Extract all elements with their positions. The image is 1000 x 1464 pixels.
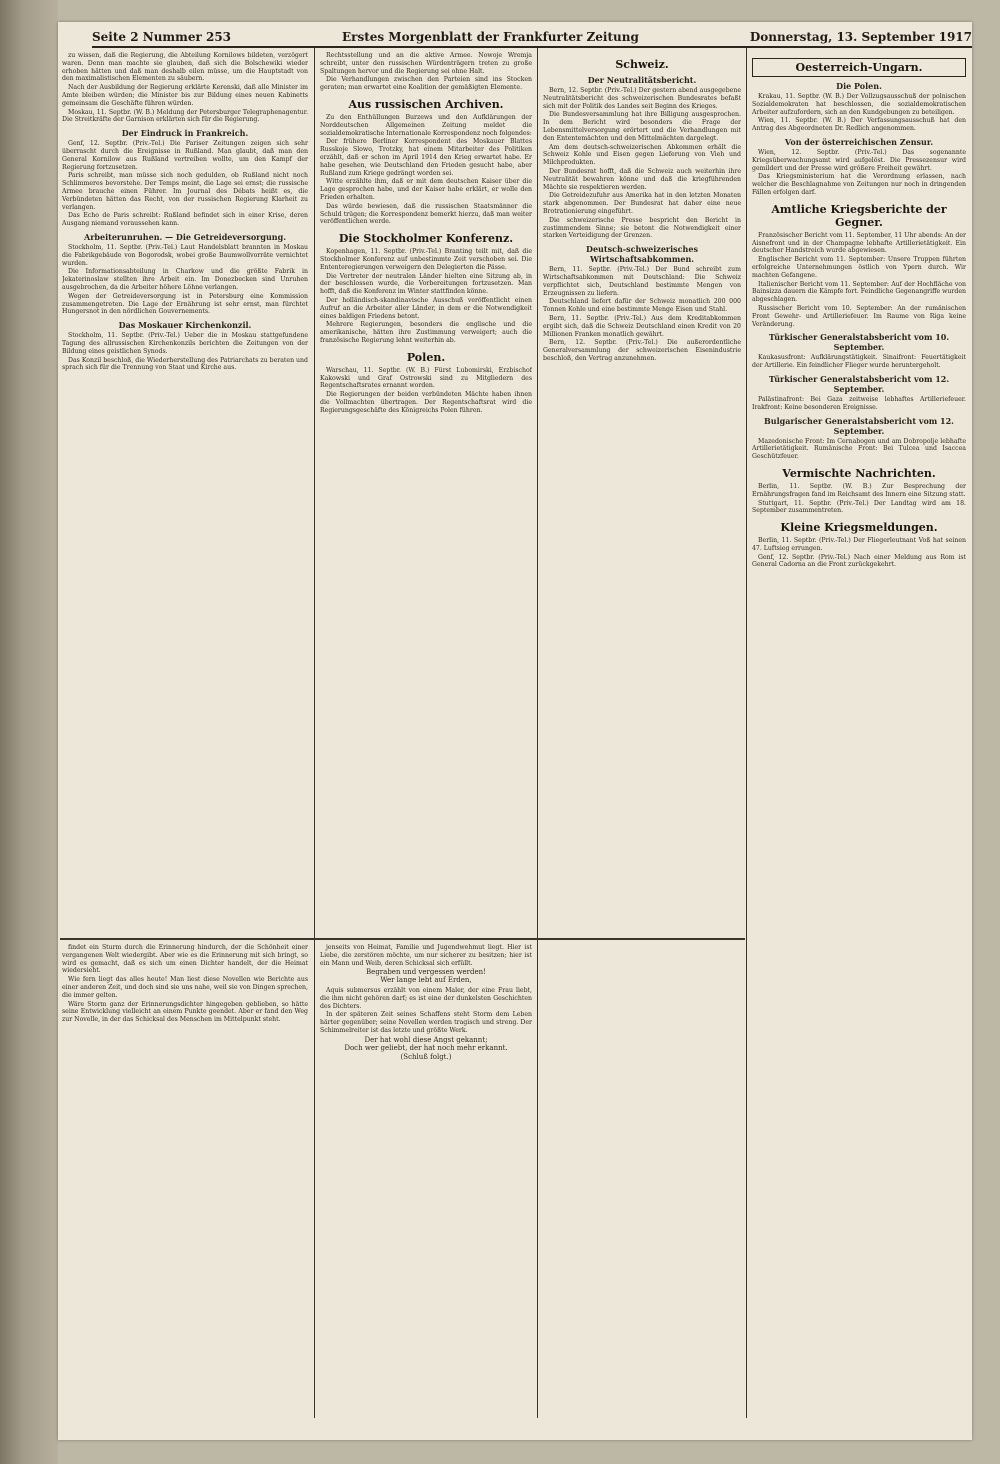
article-paragraph: Palästinafront: Bei Gaza zeitweise lebhaftes Artilleriefeuer. Irakfront: Keine besonderen Ereignisse. [752, 395, 966, 411]
article-paragraph: Stockholm, 11. Septbr. (Priv.-Tel.) Ueber die in Moskau stattgefundene Tagung des allrussischen Kirchenkonzils berichten die Zeitungen von der Bildung eines geistlichen Synods. [62, 332, 308, 355]
article-paragraph: Rechtsstellung und an die aktive Armee. Nowoje Wremja schreibt, unter den russischen Würdenträgern treten zu große Spaltungen hervor und die Regierung sei ohne Halt. [320, 52, 532, 75]
page-number: Seite 2 Nummer 253 [92, 30, 232, 44]
column-rule-3 [746, 48, 747, 1418]
column-3 [543, 52, 741, 1412]
article-paragraph: Moskau, 11. Septbr. (W. B.) Meldung der Petersburger Telegraphenagentur. Die Streitkräfte der Garnison erklärten sich für die Regierung. [62, 108, 308, 124]
section-heading: Polen. [406, 350, 446, 364]
article-paragraph: Die Regierungen der beiden verbündeten Mächte haben ihnen die Vollmachten übertragen. Der Regentschaftsrat wird die Regierungsgeschäfte des Königreichs Polen führen. [320, 391, 532, 414]
article-paragraph: Bern, 11. Septbr. (Priv.-Tel.) Der Bund schreibt zum Wirtschaftsabkommen mit Deutschland: Die Schweiz verpflichtet sich, Deutschland bestimmte Mengen von Erzeugnissen zu liefern. [543, 266, 741, 297]
section-subheading: Türkischer Generalstabsbericht vom 12. September. [768, 373, 950, 394]
article-paragraph: Bern, 12. Septbr. (Priv.-Tel.) Der gestern abend ausgegebene Neutralitätsbericht des schweizerischen Bundesrates befaßt sich mit der Politik des Landes seit Beginn des Krieges. [543, 87, 741, 110]
article-paragraph: Der holländisch-skandinavische Ausschuß veröffentlicht einen Aufruf an die Arbeiter aller Länder, in dem er die Notwendigkeit eines baldigen Friedens betont. [320, 296, 532, 320]
feuilleton-paragraph: jenseits von Heimat, Familie und Jugendwehmut liegt. Hier ist Liebe, die zerstören möchte, um nur sicherer zu besitzen; hier ist ein Mann und Weib, deren Schicksal sich erfüllt. [320, 944, 532, 967]
article-paragraph: Deutschland liefert dafür der Schweiz monatlich 200 000 Tonnen Kohle und eine bestimmte Menge Eisen und Stahl. [543, 298, 741, 314]
article-paragraph: Stockholm, 11. Septbr. (Priv.-Tel.) Laut Handelsblatt brannten in Moskau die Fabrikgebäude von Bogorodsk, wobei große Baumwollvorräte vernichtet wurden. [62, 243, 308, 267]
section-subheading: Von der österreichischen Zensur. [784, 136, 934, 147]
section-subheading: Die Polen. [836, 81, 882, 91]
section-heading: Vermischte Nachrichten. [782, 466, 936, 480]
poem-line: Der hat wohl diese Angst gekannt; [364, 1035, 488, 1044]
feuilleton-column-1 [62, 944, 308, 1414]
column-rule-2 [537, 48, 538, 1418]
section-heading: Die Stockholmer Konferenz. [338, 232, 514, 246]
article-paragraph: Italienischer Bericht vom 11. September: Auf der Hochfläche von Bainsizza dauern die Kämpfe fort. Feindliche Gegenangriffe wurden abgeschlagen. [752, 280, 966, 304]
section-subheading: Bulgarischer Generalstabsbericht vom 12. September. [764, 415, 954, 436]
article-paragraph: Französischer Bericht vom 11. September, 11 Uhr abends: An der Aisnefront und in der Champagne lebhafte Artillerietätigkeit. Ein deutscher Handstreich wurde abgewiesen. [752, 231, 966, 255]
article-paragraph: Mehrere Regierungen, besonders die englische und die amerikanische, hätten ihre Zustimmung verweigert; auch die französische Regierung lehnt weiterhin ab. [320, 321, 532, 344]
newspaper-title: Erstes Morgenblatt der Frankfurter Zeitung [341, 30, 639, 44]
article-paragraph: Stuttgart, 11. Septbr. (Priv.-Tel.) Der Landtag wird am 18. September zusammentreten. [752, 499, 966, 515]
feuilleton-column-2 [320, 944, 532, 1414]
article-paragraph: Berlin, 11. Septbr. (W. B.) Zur Besprechung der Ernährungsfragen fand im Reichsamt des Innern eine Sitzung statt. [752, 482, 966, 498]
section-heading: Kleine Kriegsmeldungen. [780, 521, 938, 535]
article-paragraph: Die Informationsabteilung in Charkow und die größte Fabrik in Jekaterinoslaw stellten ihre Arbeit ein. Im Donezbecken sind Unruhen ausgebrochen, da die Arbeiter höhere Löhne verlangen. [62, 268, 308, 291]
article-paragraph: Bern, 12. Septbr. (Priv.-Tel.) Die außerordentliche Generalversammlung der schweizerischen Eisenindustrie beschloß, den Vertrag anzunehmen. [543, 339, 741, 362]
article-paragraph: Bern, 11. Septbr. (Priv.-Tel.) Aus dem Kreditabkommen ergibt sich, daß die Schweiz Deutschland einen Kredit von 20 Millionen Franken monatlich gewährt. [543, 314, 741, 338]
section-subheading: Der Neutralitätsbericht. [587, 75, 697, 85]
column-2 [320, 52, 532, 936]
article-paragraph: Das Konzil beschloß, die Wiederherstellung des Patriarchats zu beraten und sprach sich für die Trennung von Staat und Kirche aus. [62, 356, 308, 372]
poem-line: Doch wer geliebt, der hat noch mehr erkannt. [344, 1043, 508, 1052]
section-heading: Der Eindruck in Frankreich. [121, 128, 249, 139]
article-paragraph: Die Vertreter der neutralen Länder hielten eine Sitzung ab, in der beschlossen wurde, die Vorbereitungen fortzusetzen. Man hofft, daß die Konferenz im Winter stattfinden könne. [320, 272, 532, 296]
poem [320, 1037, 532, 1053]
section-subheading: Deutsch-schweizerisches Wirtschaftsabkommen. [586, 244, 698, 265]
article-paragraph: Genf, 12. Septbr. (Priv.-Tel.) Die Pariser Zeitungen zeigen sich sehr überrascht durch die Ereignisse in Rußland. Man glaubt, daß man den General Kornilow aus Rußland vertreiben wollte, um den Kampf der Regierung fortzusetzen. [62, 140, 308, 171]
article-paragraph: Witte erzählte ihm, daß er mit dem deutschen Kaiser über die Lage gesprochen habe, und der Kaiser habe erklärt, er wolle den Frieden erhalten. [320, 178, 532, 201]
poem-line: Begraben und vergessen werden! [366, 968, 486, 977]
article-paragraph: Das würde bewiesen, daß die russischen Staatsmänner die Schuld trügen; die Korrespondenz bemerkt hierzu, daß man weiter veröffentlichen werde. [320, 202, 532, 226]
page-binding-edge [0, 0, 58, 1464]
article-paragraph: Der frühere Berliner Korrespondent des Moskauer Blattes Russkoje Slowo, Trotzky, hat einem Mitarbeiter des Politiken erzählt, daß er schon im April 1914 den Krieg erwartet habe. Er habe gesehen, wie Deutschland den Frieden gesucht habe, aber Rußland zum Kriege gedrängt worden sei. [320, 138, 532, 177]
section-heading: Aus russischen Archiven. [348, 97, 504, 111]
column-rule-1 [314, 48, 315, 1418]
feuilleton-paragraph: Aquis submersus erzählt von einem Maler, der eine Frau liebt, die ihm nicht gehören darf; es ist eine der dunkelsten Geschichten des Dichters. [320, 986, 532, 1010]
article-paragraph: Wegen der Getreideversorgung ist in Petersburg eine Kommission zusammengetreten. Die Lage der Ernährung ist sehr ernst, man fürchtet Hungersnot in den nördlichen Gouvernements. [62, 292, 308, 316]
section-heading: Arbeiterunruhen. — Die Getreideversorgung. [84, 231, 286, 242]
article-paragraph: zu wissen, daß die Regierung, die Abteilung Kornilows bildeten, verzögert waren. Denn man machte sie glauben, daß sich die Bolschewiki wieder erhoben hätten und daß man deshalb eilen müsse, um die Hauptstadt von den maximalistischen Elementen zu säubern. [62, 52, 308, 83]
newspaper-page [58, 22, 972, 1440]
section-heading: Oesterreich-Ungarn. [752, 58, 966, 77]
article-paragraph: Der Bundesrat hofft, daß die Schweiz auch weiterhin ihre Neutralität bewahren könne und daß die kriegführenden Mächte sie respektieren werden. [543, 167, 741, 191]
section-heading: Amtliche Kriegsberichte der Gegner. [771, 202, 947, 229]
article-paragraph: Warschau, 11. Septbr. (W. B.) Fürst Lubomirski, Erzbischof Kakowski und Graf Ostrowski sind zu Mitgliedern des Regentschaftsrates ernannt worden. [320, 366, 532, 390]
poem-line: Wer lange lebt auf Erden, [380, 976, 472, 985]
article-paragraph: Die Bundesversammlung hat ihre Billigung ausgesprochen. In dem Bericht wird besonders die Frage der Lebensmittelversorgung erörtert und die Verhandlungen mit den Ententemächten und den Mittelmächten dargelegt. [543, 111, 741, 142]
feuilleton-paragraph: Wäre Storm ganz der Erinnerungsdichter hingegeben geblieben, so hätte seine Entwicklung vielleicht an einem Punkte geendet. Aber er fand den Weg zur Novelle, in der das Schicksal des Menschen im Mittelpunkt steht. [62, 1000, 308, 1024]
article-paragraph: Nach der Ausbildung der Regierung erklärte Kerenski, daß alle Minister im Amte bleiben würden; die Minister bis zur Bildung eines neuen Kabinetts gemeinsam die Geschäfte führen würden. [62, 84, 308, 107]
section-heading: Schweiz. [615, 58, 669, 71]
article-paragraph: Kopenhagen, 11. Septbr. (Priv.-Tel.) Branting teilt mit, daß die Stockholmer Konferenz auf unbestimmte Zeit verschoben sei. Die Ententeregierungen verweigern den Delegierten die Pässe. [320, 248, 532, 271]
article-paragraph: Am dem deutsch-schweizerischen Abkommen erhält die Schweiz Kohle und Eisen gegen Lieferung von Vieh und Milchprodukten. [543, 143, 741, 167]
feuilleton-paragraph: In der späteren Zeit seines Schaffens steht Storm dem Leben härter gegenüber; seine Novellen werden tragisch und streng. Der Schimmelreiter ist das letzte und größte Werk. [320, 1011, 532, 1034]
article-paragraph: Die schweizerische Presse bespricht den Bericht in zustimmendem Sinne; sie betont die Notwendigkeit einer starken Verteidigung der Grenzen. [543, 216, 741, 240]
article-paragraph: Mazedonische Front: Im Cernabogen und am Dobropolje lebhafte Artillerietätigkeit. Rumänische Front: Bei Tulcea und Isaccea Geschützfeuer. [752, 437, 966, 461]
feuilleton-paragraph: findet ein Sturm durch die Erinnerung hindurch, der die Schönheit einer vergangenen Welt wiedergibt. Aber wie es die Erinnerung mit sich bringt, so wird es gemacht, daß es sich um einen Dichter handelt, der die Heimat wiedersieht. [62, 944, 308, 975]
section-subheading: Türkischer Generalstabsbericht vom 10. September. [768, 332, 950, 353]
article-paragraph: Englischer Bericht vom 11. September: Unsere Truppen führten erfolgreiche Unternehmungen östlich von Ypern durch. Wir machten Gefangene. [752, 256, 966, 279]
article-paragraph: Berlin, 11. Septbr. (Priv.-Tel.) Der Fliegerleutnant Voß hat seinen 47. Luftsieg errungen. [752, 537, 966, 552]
article-paragraph: Genf, 12. Septbr. (Priv.-Tel.) Nach einer Meldung aus Rom ist General Cadorna an die Front zurückgekehrt. [752, 553, 966, 569]
article-paragraph: Paris schreibt, man müsse sich noch gedulden, ob Rußland nicht noch Schlimmeres bevorstehe. Der Temps meint, die Lage sei ernst; die russische Armee brauche einen Führer. Im Journal des Débats heißt es, die Verbündeten hätten das Recht, von der russischen Regierung Klarheit zu verlangen. [62, 172, 308, 211]
article-paragraph: Wien, 11. Septbr. (W. B.) Der Verfassungsausschuß hat den Antrag des Abgeordneten Dr. Redlich angenommen. [752, 117, 966, 133]
poem [320, 969, 532, 985]
article-paragraph: Die Verhandlungen zwischen den Parteien sind ins Stocken geraten; man erwartet eine Koalition der gemäßigten Elemente. [320, 76, 532, 92]
article-paragraph: Wien, 12. Septbr. (Priv.-Tel.) Das sogenannte Kriegsüberwachungsamt wird aufgelöst. Die Pressezensur wird gemildert und der Presse wird größere Freiheit gewährt. [752, 148, 966, 172]
issue-date: Donnerstag, 13. September 1917 [749, 30, 972, 44]
article-paragraph: Kaukasusfront: Aufklärungstätigkeit. Sinaifront: Feuertätigkeit der Artillerie. Ein feindlicher Flieger wurde heruntergeholt. [752, 354, 966, 370]
article-paragraph: Russischer Bericht vom 10. September: An der rumänischen Front Gewehr- und Artilleriefeuer. Im Raume von Riga keine Veränderung. [752, 304, 966, 328]
column-4 [752, 52, 966, 1412]
masthead [92, 28, 972, 48]
column-1 [62, 52, 308, 936]
article-paragraph: Die Getreidezufuhr aus Amerika hat in den letzten Monaten stark abgenommen. Der Bundesrat hat daher eine neue Brotrationierung eingeführt. [543, 192, 741, 215]
article-paragraph: Das Kriegsministerium hat die Verordnung erlassen, nach welcher die Beschlagnahme von Zeitungen nur noch in dringenden Fällen erfolgen darf. [752, 173, 966, 196]
article-paragraph: Krakau, 11. Septbr. (W. B.) Der Vollzugsausschuß der polnischen Sozialdemokraten hat beschlossen, die sozialdemokratischen Arbeiter aufzufordern, sich an den Kundgebungen zu beteiligen. [752, 93, 966, 116]
continuation-note: (Schluß folgt.) [400, 1053, 452, 1062]
feuilleton-paragraph: Wie fern liegt das alles heute! Man liest diese Novellen wie Berichte aus einer anderen Zeit, und doch sind sie uns nahe, weil sie von Dingen sprechen, die immer gelten. [62, 976, 308, 999]
article-paragraph: Das Echo de Paris schreibt: Rußland befindet sich in einer Krise, deren Ausgang niemand voraussehen kann. [62, 212, 308, 228]
section-heading: Das Moskauer Kirchenkonzil. [118, 320, 252, 331]
article-paragraph: Zu den Enthüllungen Burzews und den Aufklärungen der Norddeutschen Allgemeinen Zeitung meldet die sozialdemokratische Internationale Korrespondenz noch folgendes: [320, 113, 532, 137]
